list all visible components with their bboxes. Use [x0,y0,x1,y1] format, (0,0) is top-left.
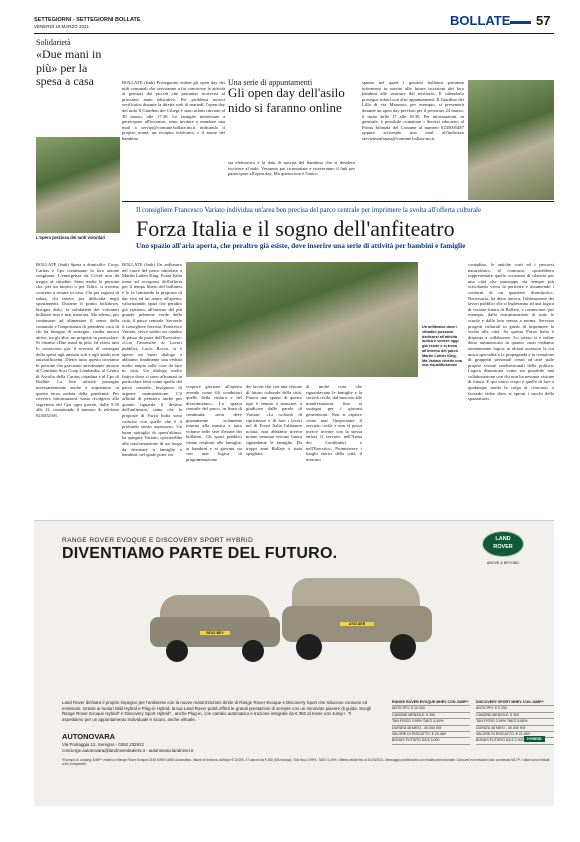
plate-right: AT03 AER [340,622,374,626]
spec-left-row: CANONE MENSILE: € 350 [392,713,470,719]
spec-right-row: BONUS FUTURO DA € 2.000 [476,738,554,744]
main-col-6: contadino, le antiche corti ed i percorsi naturalistici, al contrario, «potrebbero rappresentare quelle occasioni di rilancio per una città che purtroppo sta sempre più scivolando verso la periferia e assumendo i contorni di un quartiere dormitorio». Necessaria, ha detto ancora, l'ultimazione dei lavori pubblici che si legheranno ad una logica di visione futura di Bollate, a cominciare, per esempio, dalla ristrutturazione di tutte le scuole e dalla loro messa a norma. Servono progetti culturali in grado di imprimere la svolta alla città. Su questo Forza Italia è disposta a collaborare. Lo stesso si è infine detto rammaricato in quanto «non vediamo attentamente logica in alcuni assessori la cui unica specialità è la propaganda e la creazione di gruppetti personali creati ad arte sulle proprie visioni unidirezionali della politica. Logica dimostrata come sia possibile una collaborazione con chi non ha nessuna visione di futuro. E qui unico scopo è quello di fare a qualunque modo la colpa ai «fascisti» o facendo video dove si sproni i sacchi della spazzatura». [468,262,554,402]
ad-brand-line: RANGE ROVER EVOQUE E DISCOVERY SPORT HYBRID [62,537,254,544]
nido-kicker: Una serie di appuntamenti [228,78,313,87]
spec-left-row: VALORE DI RISCATTO: € 24.469 [392,732,470,738]
amphitheater-caption: Un anfiteatro dove i cittadini possano dedicarsi all'attività ludica e vedere oggi già esiste e si trova all'interno del parco Martin Luther King. Ma Variato chiede una sua riqualificazione [422,325,462,368]
spec-left-title: RANGE ROVER EVOQUE MHEV CON JUMP+ [392,700,470,706]
masthead-paper: SETTEGIORNI - SETTEGIORNI BOLLATE [34,17,141,23]
spec-left-row: ANTICIPO: € 10.000 [392,706,470,712]
dealer-address: Via Pontaggia 12, Seregno - 0362 232912 [62,742,144,747]
masthead [34,12,554,32]
nido-body-mid: sia elettronica e la data di nascita del bambino che si desidera iscrivere al nido. Verranno poi ricontattate e riceveranno il link per partecipare all'open day. Ma questo non è l'unico [228,160,355,177]
nido-photo [468,80,554,200]
solidarity-body: BOLLATE (fmh) Spesa a domicilio: Coop, Caritas e Cps continuano la loro azione congiunta. L'emergenza da Covid non dà tregua ai cittadini. Sono molte le persone che, per un motivo o per l'altro, si trovano costrette a restare in casa. Chi per ragioni di salute, chi invece per difficoltà negli spostamenti. Durante il primo lockdown, bisogna dirlo, la solidarietà dei volontari bollatesi non è mai mancata. Ma adesso, per continuare ad alimentare il senso della comunità e l'importanza di prendersi cura di chi ha bisogno di sostegno, risulta ancora attivo, tra gli altri, un progetto in particolare. Si chiama «Due mani in più» ed estesi tutti lo conoscono già: il servizio di consegna della spesa agli anziani soli e agli adulti non autosufficienti. Dietro tutto questo troviamo le persone che gravitano attivamente attorno al Comitato Soci Coop Lombardia, al Centro di Ascolto della Caritas cittadina e al Cps di Bollate. La loro attività prosegue incessantemente anche e soprattutto in questa terza ondata della pandemia. Per ricevere informazioni, basta rivolgersi alla segreteria del Cps ogni giorno, dalle 9.30 alle 12, contattando il numero di telefono 023502168. [36,262,119,419]
solidarity-title: «Due mani in più» per la spesa a casa [36,47,102,88]
dealer-name: AUTONOVARA [62,732,116,741]
main-subhead: Uno spazio all'aria aperta, che peraltro già esiste, dove inserire una serie di attività per bambini e famiglie [136,241,466,250]
solidarity-kicker: Solidarietà [36,38,71,47]
nido-body-right: spunto nel quale i genitori bollatesi potranno informarsi in merito alle future iscrizioni dei loro bambini alle strutture del territorio. Il calendario prosegue infatti con altri appuntamenti. Il Giardino dei Lilla di via Manzoni, per esempio, si presenterà durante un open day previsto per il prossimo 24 marzo, il turno dalle 17 alle 18.30. Per informazioni, in generale, è possibile contattare i Servizi educativi al Prima Infanzia del Comune al numero 0235005487 oppure scrivendo una mail all'indirizzo servizimaifanzia@comune.bollate.mi.it. [362,80,464,141]
hybrid-badge: HYBRID [524,736,545,742]
nido-title: Gli open day dell'asilo nido si faranno online [228,85,345,115]
dealer-web: concierge.autonovara@landroverdealers.it - autonovara.landrover.it [62,748,194,753]
logo-land: LAND [495,536,511,542]
spec-left-row: DURATA 48 MESI - 40.000 KM [392,726,470,732]
masthead-rule [34,33,554,34]
main-headline: Forza Italia e il sogno dell'anfiteatro [136,216,455,241]
spec-right-row: ANTICIPO: € 9.290 [476,706,554,712]
nido-body-left: BOLLATE (fmh) Proseguono online gli open day dei nidi comunali che serviranno a far conoscere le attività ai genitori dei piccoli che potranno iscriversi al prossimo anno educativo. Per problemi tecnici verificatisi durante la diretta web di martedì, l'open day del nido Il Giardino dei Ciliegi è stato infatti rinviato al 30 marzo, alle 17.30. Le famiglie interessate a partecipare all'incontro, sono invitate a mandare una mail a servizi@comune.bollate.mi.it indicando il proprio nome, un recapito telefonico e il nome del bambino. [122,80,225,141]
spec-left-row: TAN FISSO 3,99% TAEG 5,49% [392,719,470,725]
ad-legal: *Esempio di Leasing JUMP+ relativo a Range Rover Evoque D150 MHEV AWD Automatica. Valore di fornitura. Anticipo € 10.000, 47 canoni da € 350 (IVA inclusa), TAN fisso 3,99%, TAEG 5,49%. Offerta valida fino al 31/03/2021. Messaggio pubblicitario con finalità promozionale. Consumi ed emissioni ciclo combinato WLTP. I valori sono indicati a fini comparativi. [62,758,550,767]
spec-right-row: CANONE MENSILE: € 350 [476,713,554,719]
main-col-1: BOLLATE (fmh) Un anfiteatro nel cuore del parco intitolato a Martin Luther King. Forza Italia torna ad occuparsi dell'offerta per il tempo libero dei bollatesi e lo fa lanciando la proposta di dar vita ad un teatro all'aperto, valorizzando spazi che peraltro già esistono, all'interno del più grande polmone verde della città, il parco centrale. Secondo il consigliere forzista, Francesco Variato, serve subito un cambio di passo da parte dell'Esecutivo: «Con l'assessore ai Lavori pubblici, Lucia Rocca, si è aperto un buon dialogo e abbiamo finalmente una veduta molto ampia sulle cose da fare in città. Un dialogo molto fattivo dove ci sono affrontati in particolare temi come quello del parco centrale, bisognoso di urgente manutenzione. C'è affinità di pensiero anche per quanto riguarda il destino dell'anfiteatro, tanto che le proposte di Forza Italia sono coincise con quelle che è il profondo stesso assessore». Un buon spiraglio di quest'ultimo, ha spiegato Variato, «porterebbe alla trasformazione di un luogo da destinare a famiglie e bambini, nel quale poter ria- [122,262,182,458]
plate-left: RO21 BEV [200,631,230,635]
amphitheater-photo [186,262,418,377]
main-col-5: di molte cose che riguardavano le famiglie e la società civile, dal mercato alle manifestazioni, fino ai sostegni per i giovani generazioni. Non si capisce come mai l'importante il servizio civile e non si possa invece trovare con la stessa enfasi il servizio nell'Arma dei Carabinieri o nell'Esercito». Promuovere i luoghi storici della città, il mercato [306,384,362,462]
main-summary: Il consigliere Francesco Variato individua un'area ben precisa del parco centrale per imprimere la svolta all'offerta culturale [136,206,482,214]
masthead-date: VENERDÌ 19 MARZO 2021 [34,24,90,29]
main-col-3: scoprire giornate all'aperto avendo come fili conduttori quello della cultura e del divertimento». Lo spazio centrale del parco, in linea di continuità, «non deve giustamente solamente intorno alla musica a tutto volume nelle sere d'estate dei bollatesi. Gli spazi pubblici vanno restituiti alle famiglie, ai bambini e ai giovani sia con una logica di programmazione [186,384,242,462]
spec-left [392,700,470,745]
page-number: 57 [536,13,551,28]
main-col-4: dei lavori che con una visione di futuro culturale della città. Finora uno spazio di questo tipo è venuto a mancare, a giudicare dalle parole di Variato: «La volontà di ripristinare e di fare i lavori nel di Forza Italia l'abbiamo notata, non abbiamo invece notato nessuna visione futura riguardante le famiglie. Da troppi anni Bollate è stata spogliata [246,384,302,457]
car-discovery [282,570,432,665]
spec-right-title: DISCOVERY SPORT MHEV CON JUMP+ [476,700,554,706]
spec-left-row: BONUS FUTURO DA € 3.000 [392,738,470,744]
solidarity-caption: L'opera preziosa dei tanti volontari [36,235,106,240]
volunteers-photo [36,137,120,233]
land-rover-logo [482,531,524,557]
spec-right-row: TAN FISSO 3,99% TAEG 5,68% [476,719,554,725]
main-story-rule [122,201,554,202]
spec-right-row: VALORE DI RISCATTO: € 21.650 [476,732,554,738]
section-rule [510,21,531,24]
logo-rover: ROVER [493,544,513,550]
car-evoque [150,585,280,665]
ad-headline: DIVENTIAMO PARTE DEL FUTURO. [62,545,338,562]
ad-copy: Land Rover dichiara il proprio impegno per l'ambiente con la nuove motorizzazioni ibride di Range Rover Evoque e Discovery Sport che riducono consumi ed emissioni. Grazie ai motori Mild Hybrid e Plug-in Hybrid, la tua Land Rover potrà offrirti le grandi prestazioni di sempre con un rinnovato piacere di guida. Scegli Range Rover Evoque Hybrid* e Discovery Sport Hybrid* , anche Plug-in, con cambio automatico e trazione integrale da € 350 al mese con Jump+. Ti aspettiamo per un appuntamento individuale e sicuro, anche virtuale. [62,700,372,722]
spec-right-row: DURATA 48 MESI - 40.000 KM [476,726,554,732]
section-label: BOLLATE [450,13,511,28]
logo-tagline: ABOVE & BEYOND [487,561,519,565]
